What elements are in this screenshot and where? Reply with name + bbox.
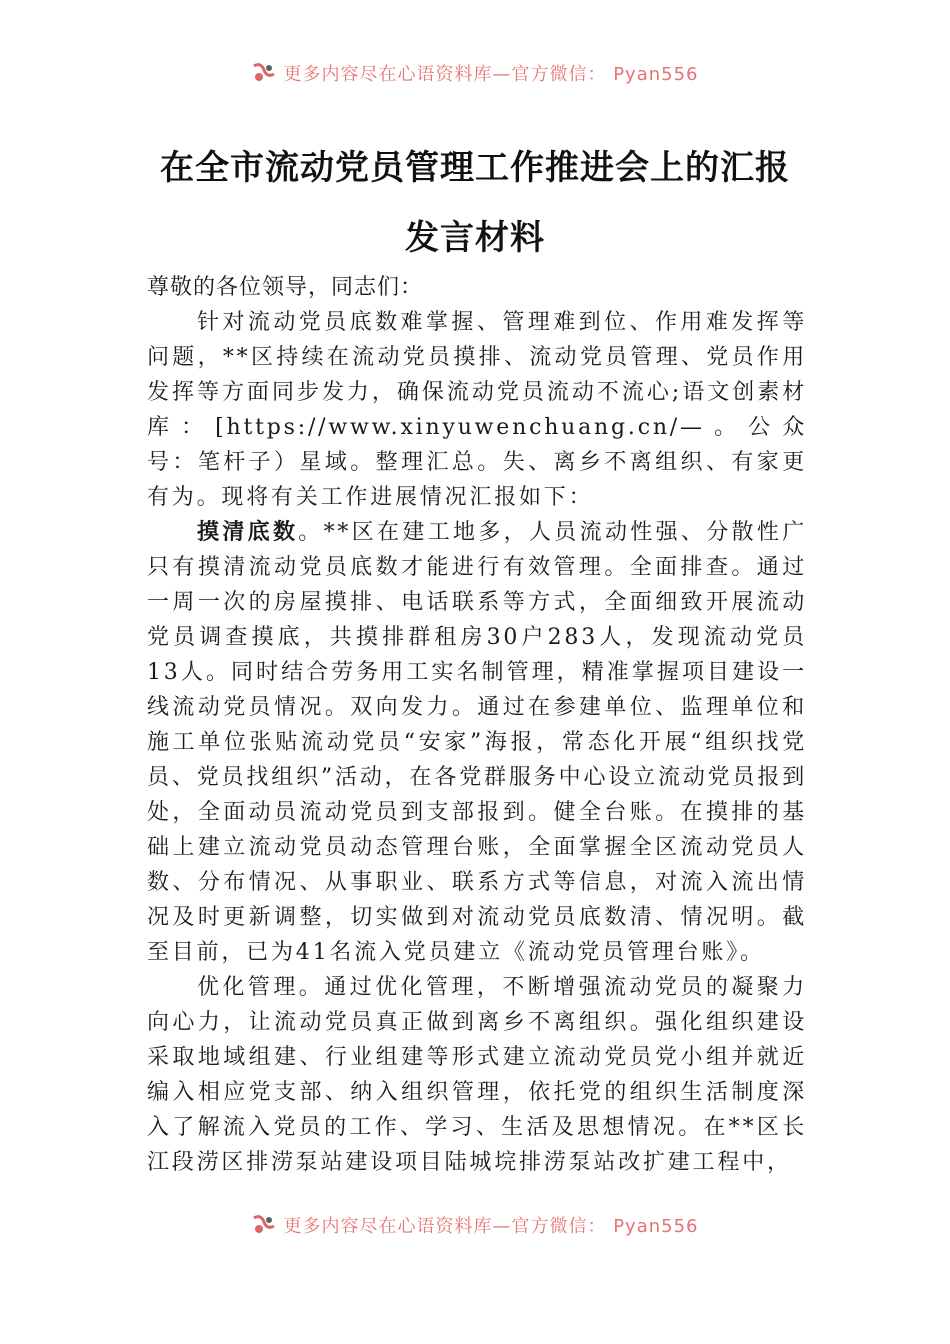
watermark-footer — [0, 1210, 950, 1240]
document-title-line2: 发言材料 — [405, 218, 545, 258]
greeting: 尊敬的各位领导，同志们： — [147, 275, 424, 300]
logo-icon — [251, 62, 277, 84]
document-body — [147, 270, 807, 1180]
watermark-text: 更多内容尽在心语资料库—官方微信： Pyan556 — [283, 1216, 699, 1237]
watermark-header — [0, 58, 950, 88]
paragraph-2 — [147, 515, 807, 970]
document-title-line1: 在全市流动党员管理工作推进会上的汇报 — [160, 148, 790, 188]
watermark-text: 更多内容尽在心语资料库—官方微信： Pyan556 — [283, 64, 699, 85]
paragraph-3: 优化管理。通过优化管理，不断增强流动党员的凝聚力向心力，让流动党员真正做到离乡不离组织。强化组织建设采取地域组建、行业组建等形式建立流动党员党小组并就近编入相应党支部、纳入组织管理，依托党的组织生活制度深入了解流入党员的工作、学习、生活及思想情况。在**区长江段涝区排涝泵站建设项目陆城垸排涝泵站改扩建工程中， — [147, 975, 807, 1175]
paragraph-2-text: 。**区在建工地多，人员流动性强、分散性广只有摸清流动党员底数才能进行有效管理。全面排查。通过一周一次的房屋摸排、电话联系等方式，全面细致开展流动党员调查摸底，共摸排群租房30户283人，发现流动党员13人。同时结合劳务用工实名制管理，精准掌握项目建设一线流动党员情况。双向发力。通过在参建单位、监理单位和施工单位张贴流动党员“安家”海报，常态化开展“组织找党员、党员找组织”活动，在各党群服务中心设立流动党员报到处，全面动员流动党员到支部报到。健全台账。在摸排的基础上建立流动党员动态管理台账，全面掌握全区流动党员人数、分布情况、从事职业、联系方式等信息，对流入流出情况及时更新调整，切实做到对流动党员底数清、情况明。截至目前，已为41名流入党员建立《流动党员管理台账》。 — [147, 520, 807, 965]
logo-icon — [251, 1214, 277, 1236]
paragraph-2-heading: 摸清底数 — [197, 520, 299, 545]
paragraph-1: 针对流动党员底数难掌握、管理难到位、作用难发挥等问题，**区持续在流动党员摸排、流动党员管理、党员作用发挥等方面同步发力，确保流动党员流动不流心;语文创素材库：[https://www.xinyuwenchuang.cn/—。公众号：笔杆子）星域。整理汇总。失、离乡不离组织、有家更有为。现将有关工作进展情况汇报如下： — [147, 310, 807, 510]
